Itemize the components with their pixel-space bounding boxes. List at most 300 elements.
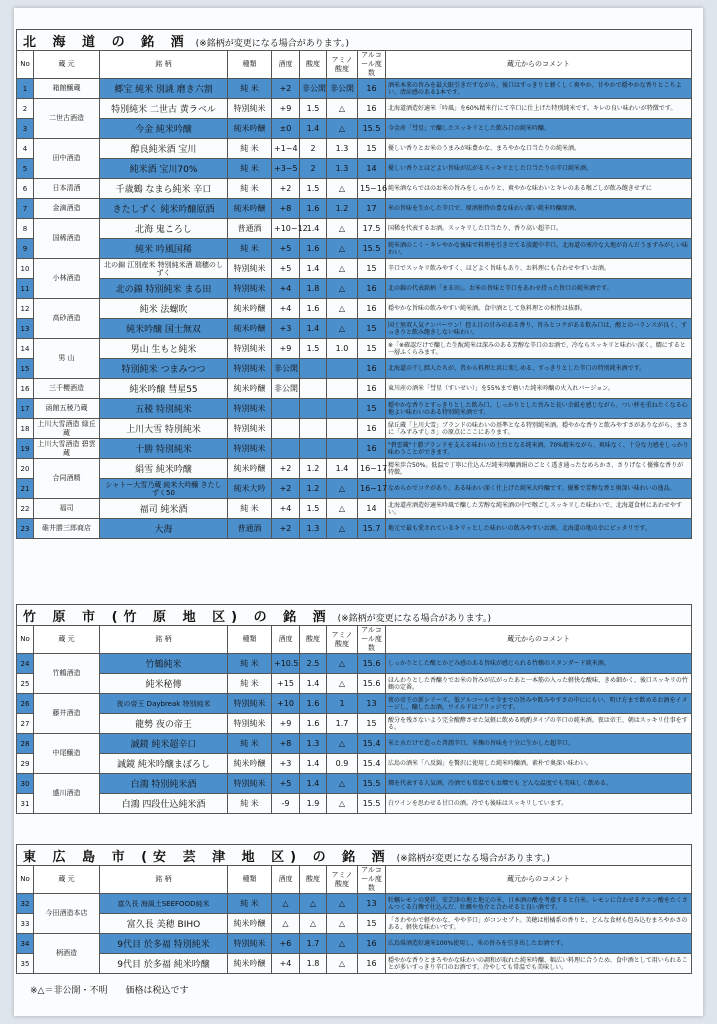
brand-name: 純米 法螺吹 bbox=[100, 299, 228, 319]
col-header-acidity: 酸度 bbox=[300, 51, 327, 79]
col-header-brand: 銘 柄 bbox=[100, 51, 228, 79]
table-row bbox=[17, 439, 692, 459]
brewery-name: 今田酒造本店 bbox=[34, 894, 100, 934]
footer-note: ※△＝非公開・不明 価格は税込です bbox=[30, 986, 189, 996]
alcohol-degree: 15 bbox=[358, 319, 386, 339]
col-header-alcohol: アルコール度数 bbox=[358, 626, 386, 654]
col-header-amino: アミノ酸度 bbox=[327, 626, 358, 654]
table-row bbox=[17, 279, 692, 299]
brand-name: 龍勢 夜の帝王 bbox=[100, 714, 228, 734]
sake-degree: +4 bbox=[272, 299, 300, 319]
acidity: 1.2 bbox=[300, 479, 327, 499]
sake-type: 純 米 bbox=[228, 79, 272, 99]
table-row bbox=[17, 794, 692, 814]
amino-acidity: 1.4 bbox=[327, 459, 358, 479]
amino-acidity bbox=[327, 359, 358, 379]
col-header-comment: 蔵元からのコメント bbox=[386, 626, 692, 654]
brand-name: 北海 鬼ころし bbox=[100, 219, 228, 239]
header-row bbox=[17, 51, 692, 79]
sake-type: 特別純米 bbox=[228, 934, 272, 954]
table-row bbox=[17, 299, 692, 319]
amino-acidity: △ bbox=[327, 954, 358, 974]
alcohol-degree: 16 bbox=[358, 439, 386, 459]
acidity: 1.3 bbox=[300, 519, 327, 539]
row-number: 12 bbox=[17, 299, 34, 319]
row-number: 17 bbox=[17, 399, 34, 419]
brewer-comment: なめらかでコクがあり、ある味わい深く仕上げた純米大吟醸です。優雅で芳醇な香と奥深い味わいの逸品。 bbox=[386, 479, 692, 499]
alcohol-degree: 13 bbox=[358, 694, 386, 714]
brand-name: 純米吟醸 国士無双 bbox=[100, 319, 228, 339]
acidity: 2.5 bbox=[300, 654, 327, 674]
col-header-sake-degree: 酒度 bbox=[272, 51, 300, 79]
section-title: 東 広 島 市 (安 芸 津 地 区) の 銘 酒 bbox=[23, 849, 391, 865]
table-row bbox=[17, 459, 692, 479]
acidity: 非公開 bbox=[300, 79, 327, 99]
sake-type: 特別純米 bbox=[228, 99, 272, 119]
brewer-comment: 北海道の干し鱈人たちが、昔から料理と共に楽しめる、すっきりとした辛口の特別純米酒です。 bbox=[386, 359, 692, 379]
sake-type: 純 米 bbox=[228, 734, 272, 754]
row-number: 20 bbox=[17, 459, 34, 479]
brewer-comment: しっかりとした酸とかどみ感のある旨味が感じられる竹鶴のスタンダード純米酒。 bbox=[386, 654, 692, 674]
alcohol-degree: 15~16 bbox=[358, 179, 386, 199]
col-header-sake-degree: 酒度 bbox=[272, 626, 300, 654]
acidity: 1.4 bbox=[300, 674, 327, 694]
sake-degree: △ bbox=[272, 914, 300, 934]
acidity: 1.6 bbox=[300, 239, 327, 259]
brewer-comment: 北の錦の代表銘柄「まる田」。お米の旨味と辛口をあわせ持った旨口の純米酒です。 bbox=[386, 279, 692, 299]
brand-name: 北の錦 特別純米 まる田 bbox=[100, 279, 228, 299]
brand-name: 誠鏡 純米吟醸まぼろし bbox=[100, 754, 228, 774]
alcohol-degree: 17 bbox=[358, 199, 386, 219]
table-row bbox=[17, 694, 692, 714]
alcohol-degree: 13 bbox=[358, 894, 386, 914]
row-number: 28 bbox=[17, 734, 34, 754]
sake-degree: +5 bbox=[272, 239, 300, 259]
acidity: 1.4 bbox=[300, 259, 327, 279]
amino-acidity bbox=[327, 439, 358, 459]
alcohol-degree: 16 bbox=[358, 299, 386, 319]
alcohol-degree: 16 bbox=[358, 99, 386, 119]
row-number: 31 bbox=[17, 794, 34, 814]
brand-name: 特別純米 二世古 黄ラベル bbox=[100, 99, 228, 119]
row-number: 34 bbox=[17, 934, 34, 954]
sake-table bbox=[16, 604, 692, 814]
section-title-cell bbox=[17, 845, 692, 866]
sake-type: 純 米 bbox=[228, 239, 272, 259]
sake-type: 特別純米 bbox=[228, 694, 272, 714]
brand-name: 9代目 於多福 特別純米 bbox=[100, 934, 228, 954]
sake-type: 純米吟醸 bbox=[228, 299, 272, 319]
brewery-name: 上川大雪酒造 碧雲蔵 bbox=[34, 439, 100, 459]
brewery-name: 男 山 bbox=[34, 339, 100, 379]
alcohol-degree: 15 bbox=[358, 139, 386, 159]
sake-degree: 非公開 bbox=[272, 379, 300, 399]
section-title-cell bbox=[17, 30, 692, 51]
brand-name: 富久長 美穂 BIHO bbox=[100, 914, 228, 934]
alcohol-degree: 15.4 bbox=[358, 734, 386, 754]
amino-acidity: △ bbox=[327, 319, 358, 339]
col-header-type: 種類 bbox=[228, 626, 272, 654]
acidity: 1.5 bbox=[300, 179, 327, 199]
amino-acidity: △ bbox=[327, 279, 358, 299]
sake-type: 特別純米 bbox=[228, 714, 272, 734]
acidity bbox=[300, 359, 327, 379]
acidity: 1.4 bbox=[300, 319, 327, 339]
brand-name: 富久長 海風土SEEFOOD純米 bbox=[100, 894, 228, 914]
section-note: (※銘柄が変更になる場合があります。) bbox=[337, 613, 491, 624]
col-header-brewery: 蔵 元 bbox=[34, 51, 100, 79]
sake-type: 普通酒 bbox=[228, 519, 272, 539]
amino-acidity: △ bbox=[327, 499, 358, 519]
table-row bbox=[17, 319, 692, 339]
sake-type: 特別純米 bbox=[228, 259, 272, 279]
section-higashihiroshima bbox=[16, 844, 691, 974]
row-number: 13 bbox=[17, 319, 34, 339]
acidity: 1.6 bbox=[300, 199, 327, 219]
col-header-acidity: 酸度 bbox=[300, 626, 327, 654]
brewery-name: 藤井酒造 bbox=[34, 694, 100, 734]
acidity: 1.3 bbox=[300, 734, 327, 754]
col-header-amino: アミノ酸度 bbox=[327, 51, 358, 79]
sake-degree: +4 bbox=[272, 954, 300, 974]
brewer-comment: 北海道酒造好適米「吟風」を60%精米行にて辛口に仕上げた特別純米です。キレの良い味わいが特徴です。 bbox=[386, 99, 692, 119]
brand-name: 特別純米 つまみつつ bbox=[100, 359, 228, 379]
row-number: 22 bbox=[17, 499, 34, 519]
brand-name: 醇良純米酒 宝川 bbox=[100, 139, 228, 159]
amino-acidity: △ bbox=[327, 179, 358, 199]
brand-name: 十勝 特別純米 bbox=[100, 439, 228, 459]
alcohol-degree: 15.4 bbox=[358, 754, 386, 774]
brewery-name: 箱館醸蔵 bbox=[34, 79, 100, 99]
brewer-comment: ほんわりとした香醸りでお米の旨みが広がったあと一本筋の入った軽快な酸味、きめ細かく、後口スッキリの竹鶴の定番。 bbox=[386, 674, 692, 694]
row-number: 25 bbox=[17, 674, 34, 694]
amino-acidity: 0.9 bbox=[327, 754, 358, 774]
acidity: 1.2 bbox=[300, 459, 327, 479]
col-header-comment: 蔵元からのコメント bbox=[386, 51, 692, 79]
acidity: 1.8 bbox=[300, 954, 327, 974]
table-row bbox=[17, 179, 692, 199]
brewer-comment: 牡蠣レモンの発祥、安芸津の地と地元の米、日本酒の酸を考慮すると白米、レモンに合わせるクエン酸をたくさんつくる白麹で仕込んだ、牡蠣や魚介と合わせると良い酒です。 bbox=[386, 894, 692, 914]
row-number: 23 bbox=[17, 519, 34, 539]
col-header-type: 種類 bbox=[228, 51, 272, 79]
brewer-comment: ※「※確認だけで醸した生酛純米は深みのある芳醇な辛口のお酒で、冷ならスッキリと味わい深く、燗にすると一層ふくらみます。 bbox=[386, 339, 692, 359]
acidity: △ bbox=[300, 894, 327, 914]
section-note: (※銘柄が変更になる場合があります。) bbox=[396, 853, 551, 864]
sake-type: 純米吟醸 bbox=[228, 319, 272, 339]
brewery-name: 竹鶴酒造 bbox=[34, 654, 100, 694]
row-number: 3 bbox=[17, 119, 34, 139]
alcohol-degree: 15.5 bbox=[358, 774, 386, 794]
brand-name: 夜の帝王 Daybreak 特別純米 bbox=[100, 694, 228, 714]
sake-degree: +2 bbox=[272, 479, 300, 499]
sake-type: 特別純米 bbox=[228, 339, 272, 359]
amino-acidity bbox=[327, 379, 358, 399]
amino-acidity bbox=[327, 419, 358, 439]
sake-type: 特別純米 bbox=[228, 279, 272, 299]
sake-table bbox=[16, 844, 692, 974]
amino-acidity: △ bbox=[327, 774, 358, 794]
brand-name: 北の錦 江別産米 特別純米酒 瑞穂のしずく bbox=[100, 259, 228, 279]
sake-type: 純 米 bbox=[228, 499, 272, 519]
amino-acidity: 非公開 bbox=[327, 79, 358, 99]
section-title-row bbox=[17, 845, 692, 866]
brewer-comment: 国士無双人気ナンバーワン！控え目の甘みのある香り、旨みとコクがある飲み口は、酸とのバランスが良く、すっきりと飲み飽きしない味わい。 bbox=[386, 319, 692, 339]
sake-type: 特別純米 bbox=[228, 399, 272, 419]
alcohol-degree: 17.5 bbox=[358, 219, 386, 239]
table-row bbox=[17, 914, 692, 934]
sake-type: 純 米 bbox=[228, 159, 272, 179]
section-title: 竹 原 市 (竹 原 地 区) の 銘 酒 bbox=[23, 609, 332, 625]
row-number: 16 bbox=[17, 379, 34, 399]
alcohol-degree: 15 bbox=[358, 914, 386, 934]
sake-type: 純 米 bbox=[228, 654, 272, 674]
alcohol-degree: 15 bbox=[358, 339, 386, 359]
brewery-name: 二世古酒造 bbox=[34, 99, 100, 139]
alcohol-degree: 15.7 bbox=[358, 519, 386, 539]
sake-degree: +3~5 bbox=[272, 159, 300, 179]
acidity: 1.7 bbox=[300, 934, 327, 954]
acidity: 2 bbox=[300, 159, 327, 179]
row-number: 32 bbox=[17, 894, 34, 914]
row-number: 15 bbox=[17, 359, 34, 379]
amino-acidity: △ bbox=[327, 519, 358, 539]
brewery-name: 日本清酒 bbox=[34, 179, 100, 199]
col-header-brewery: 蔵 元 bbox=[34, 626, 100, 654]
brewer-comment: 燗を代表する人気酒。冷酒でも常温でもお燗でも どんな温度でも美味しく飲める。 bbox=[386, 774, 692, 794]
brand-name: 福司 純米酒 bbox=[100, 499, 228, 519]
alcohol-degree: 14 bbox=[358, 499, 386, 519]
row-number: 8 bbox=[17, 219, 34, 239]
sake-degree: +4 bbox=[272, 499, 300, 519]
sake-degree bbox=[272, 439, 300, 459]
sake-type: 純米吟醸 bbox=[228, 754, 272, 774]
brewer-comment: 穏やかな旨味の飲みやすい純米酒。食中酒として魚料理との相性は抜群。 bbox=[386, 299, 692, 319]
row-number: 33 bbox=[17, 914, 34, 934]
sake-degree bbox=[272, 419, 300, 439]
sake-type: 純米吟醸 bbox=[228, 199, 272, 219]
brewer-comment: 地元で最も愛されているキリッとした味わいの飲みやすいお酒。北海道の地の幸にピッタリです。 bbox=[386, 519, 692, 539]
alcohol-degree: 15.6 bbox=[358, 674, 386, 694]
brewery-name: 合同酒精 bbox=[34, 459, 100, 499]
alcohol-degree: 15.5 bbox=[358, 119, 386, 139]
brewer-comment: 広島の酒米「八反錦」を贅沢に使用した純米吟醸酒。素朴で奥深い味わい。 bbox=[386, 754, 692, 774]
col-header-no: No bbox=[17, 626, 34, 654]
brand-name: 純米秘傳 bbox=[100, 674, 228, 694]
table-row bbox=[17, 479, 692, 499]
section-title-row bbox=[17, 605, 692, 626]
amino-acidity: 1 bbox=[327, 694, 358, 714]
sake-degree: 非公開 bbox=[272, 359, 300, 379]
brewery-name: 盛川酒造 bbox=[34, 774, 100, 814]
table-row bbox=[17, 339, 692, 359]
brewery-name: 福司 bbox=[34, 499, 100, 519]
sake-table bbox=[16, 29, 692, 539]
sake-type: 純米吟醸 bbox=[228, 954, 272, 974]
table-row bbox=[17, 419, 692, 439]
acidity bbox=[300, 419, 327, 439]
sake-type: 純 米 bbox=[228, 179, 272, 199]
sake-degree: +10~12 bbox=[272, 219, 300, 239]
table-row bbox=[17, 954, 692, 974]
sake-degree: +9 bbox=[272, 339, 300, 359]
sake-type: 特別純米 bbox=[228, 359, 272, 379]
table-row bbox=[17, 379, 692, 399]
brand-name: 上川大雪 特別純米 bbox=[100, 419, 228, 439]
sake-type: 普通酒 bbox=[228, 219, 272, 239]
acidity bbox=[300, 379, 327, 399]
amino-acidity: △ bbox=[327, 239, 358, 259]
acidity: 1.6 bbox=[300, 299, 327, 319]
alcohol-degree: 16 bbox=[358, 359, 386, 379]
sake-degree: △ bbox=[272, 894, 300, 914]
section-takehara bbox=[16, 604, 691, 814]
col-header-brewery: 蔵 元 bbox=[34, 866, 100, 894]
brand-name: 白鴻 四段仕込純米酒 bbox=[100, 794, 228, 814]
brewery-name: 高砂酒造 bbox=[34, 299, 100, 339]
amino-acidity: △ bbox=[327, 794, 358, 814]
brewer-comment: 夜の帝王の新シリーズ。低アルコールで今までの旨みや飲みやすさの中ににもい、明け方まで飲めるお酒をイメージし、醸したお酒。ワイルドはブリッジです。 bbox=[386, 694, 692, 714]
table-row bbox=[17, 219, 692, 239]
table-row bbox=[17, 674, 692, 694]
brand-name: 白鴻 特別純米酒 bbox=[100, 774, 228, 794]
brand-name: 9代目 於多福 純米吟醸 bbox=[100, 954, 228, 974]
brand-name: 純米酒 宝川70% bbox=[100, 159, 228, 179]
alcohol-degree: 16 bbox=[358, 954, 386, 974]
col-header-no: No bbox=[17, 51, 34, 79]
row-number: 27 bbox=[17, 714, 34, 734]
sake-type: 純米吟醸 bbox=[228, 119, 272, 139]
brewery-name: 三千櫻酒造 bbox=[34, 379, 100, 399]
table-row bbox=[17, 894, 692, 914]
alcohol-degree: 16 bbox=[358, 79, 386, 99]
sake-degree: +5 bbox=[272, 774, 300, 794]
alcohol-degree: 16 bbox=[358, 934, 386, 954]
acidity: 1.6 bbox=[300, 714, 327, 734]
alcohol-degree: 15.6 bbox=[358, 654, 386, 674]
amino-acidity: △ bbox=[327, 934, 358, 954]
sake-type: 特別純米 bbox=[228, 419, 272, 439]
alcohol-degree: 15.5 bbox=[358, 239, 386, 259]
row-number: 1 bbox=[17, 79, 34, 99]
table-row bbox=[17, 79, 692, 99]
acidity: 1.9 bbox=[300, 794, 327, 814]
row-number: 21 bbox=[17, 479, 34, 499]
table-row bbox=[17, 399, 692, 419]
acidity: 1.4 bbox=[300, 754, 327, 774]
sake-degree: +8 bbox=[272, 199, 300, 219]
header-row bbox=[17, 866, 692, 894]
alcohol-degree: 15 bbox=[358, 259, 386, 279]
brand-name: 純米 吟風国稀 bbox=[100, 239, 228, 259]
brewery-name: 上川大雪酒造 緑丘蔵 bbox=[34, 419, 100, 439]
sake-type: 純 米 bbox=[228, 139, 272, 159]
row-number: 5 bbox=[17, 159, 34, 179]
brand-name: 竹鶴純米 bbox=[100, 654, 228, 674]
acidity: 1.5 bbox=[300, 339, 327, 359]
brewer-comment: 東川産の酒米「彗星（すいせい）」を55%まで磨いた純米吟醸の火入れバージョン。 bbox=[386, 379, 692, 399]
acidity: 1.4 bbox=[300, 119, 327, 139]
amino-acidity: △ bbox=[327, 654, 358, 674]
brewer-comment: 酒米本来の旨みを最大限引きだすながら、後口はすっきりと軽くしく爽やか、甘やかで穏やかな香りとこちよい、清涼感のある1本です。 bbox=[386, 79, 692, 99]
sake-type: 特別純米 bbox=[228, 439, 272, 459]
sake-type: 純米吟醸 bbox=[228, 914, 272, 934]
brand-name: 絹雪 純米吟醸 bbox=[100, 459, 228, 479]
sake-type: 純 米 bbox=[228, 794, 272, 814]
brand-name: 純米吟醸 彗星55 bbox=[100, 379, 228, 399]
brewer-comment: 精米歩合50%。低温で丁寧に仕込んだ純米吟醸酒絹のごとく透き通ったなめらかさ、さりげなく優雅な香りが特徴。 bbox=[386, 459, 692, 479]
table-row bbox=[17, 499, 692, 519]
col-header-alcohol: アルコール度数 bbox=[358, 866, 386, 894]
sake-degree: +3 bbox=[272, 754, 300, 774]
brewery-name: 小林酒造 bbox=[34, 259, 100, 299]
amino-acidity: △ bbox=[327, 734, 358, 754]
alcohol-degree: 16~17 bbox=[358, 459, 386, 479]
table-row bbox=[17, 119, 692, 139]
section-hokkaido bbox=[16, 29, 691, 539]
sake-degree: ±0 bbox=[272, 119, 300, 139]
col-header-type: 種類 bbox=[228, 866, 272, 894]
amino-acidity bbox=[327, 399, 358, 419]
header-row bbox=[17, 626, 692, 654]
brand-name: 郷宝 純米 別誂 磨き六割 bbox=[100, 79, 228, 99]
row-number: 35 bbox=[17, 954, 34, 974]
row-number: 26 bbox=[17, 694, 34, 714]
section-title: 北 海 道 の 銘 酒 bbox=[23, 34, 190, 50]
acidity: 1.5 bbox=[300, 99, 327, 119]
table-row bbox=[17, 159, 692, 179]
amino-acidity: △ bbox=[327, 479, 358, 499]
amino-acidity: 1.0 bbox=[327, 339, 358, 359]
sake-degree: +2 bbox=[272, 79, 300, 99]
alcohol-degree: 16 bbox=[358, 419, 386, 439]
brewer-comment: 今金産「彗星」で醸したスッキリとした飲み口の純米吟醸。 bbox=[386, 119, 692, 139]
sake-degree: +15 bbox=[272, 674, 300, 694]
sake-degree: +5 bbox=[272, 259, 300, 279]
sake-degree: +6 bbox=[272, 934, 300, 954]
acidity: 1.4 bbox=[300, 774, 327, 794]
acidity: △ bbox=[300, 914, 327, 934]
sake-degree: +10 bbox=[272, 694, 300, 714]
brewer-comment: 辛口でスッキリ飲みやすく、ほどよく旨味もあり、お料理にも合わせやすいお酒。 bbox=[386, 259, 692, 279]
col-header-comment: 蔵元からのコメント bbox=[386, 866, 692, 894]
brewery-name: 金滴酒造 bbox=[34, 199, 100, 219]
section-title-row bbox=[17, 30, 692, 51]
row-number: 19 bbox=[17, 439, 34, 459]
row-number: 9 bbox=[17, 239, 34, 259]
row-number: 30 bbox=[17, 774, 34, 794]
table-row bbox=[17, 934, 692, 954]
row-number: 18 bbox=[17, 419, 34, 439]
amino-acidity: 1.3 bbox=[327, 139, 358, 159]
row-number: 7 bbox=[17, 199, 34, 219]
amino-acidity: △ bbox=[327, 914, 358, 934]
row-number: 2 bbox=[17, 99, 34, 119]
brewery-name: 国稀酒造 bbox=[34, 219, 100, 259]
sake-degree: +9 bbox=[272, 99, 300, 119]
row-number: 4 bbox=[17, 139, 34, 159]
alcohol-degree: 16~17 bbox=[358, 479, 386, 499]
brewer-comment: 純米酒のこく・キレやかな後味で料理を引き立てる淡麗中辛口。北海道の寒冷な大地が育んだうまずみがしい味わい。 bbox=[386, 239, 692, 259]
brand-name: 大海 bbox=[100, 519, 228, 539]
table-row bbox=[17, 734, 692, 754]
amino-acidity: △ bbox=[327, 119, 358, 139]
sake-degree: +4 bbox=[272, 279, 300, 299]
brewer-comment: "碧雲蔵"十勝ブランドを支える味わいの土台となる純米酒。70%精米ながら、爽味なく、十分な力感をしっかり味わうことができます。 bbox=[386, 439, 692, 459]
row-number: 6 bbox=[17, 179, 34, 199]
brewer-comment: 優しい香りとほどよい旨味が広がるスッキリとした口当たりの辛口純米酒。 bbox=[386, 159, 692, 179]
table-row bbox=[17, 139, 692, 159]
col-header-acidity: 酸度 bbox=[300, 866, 327, 894]
